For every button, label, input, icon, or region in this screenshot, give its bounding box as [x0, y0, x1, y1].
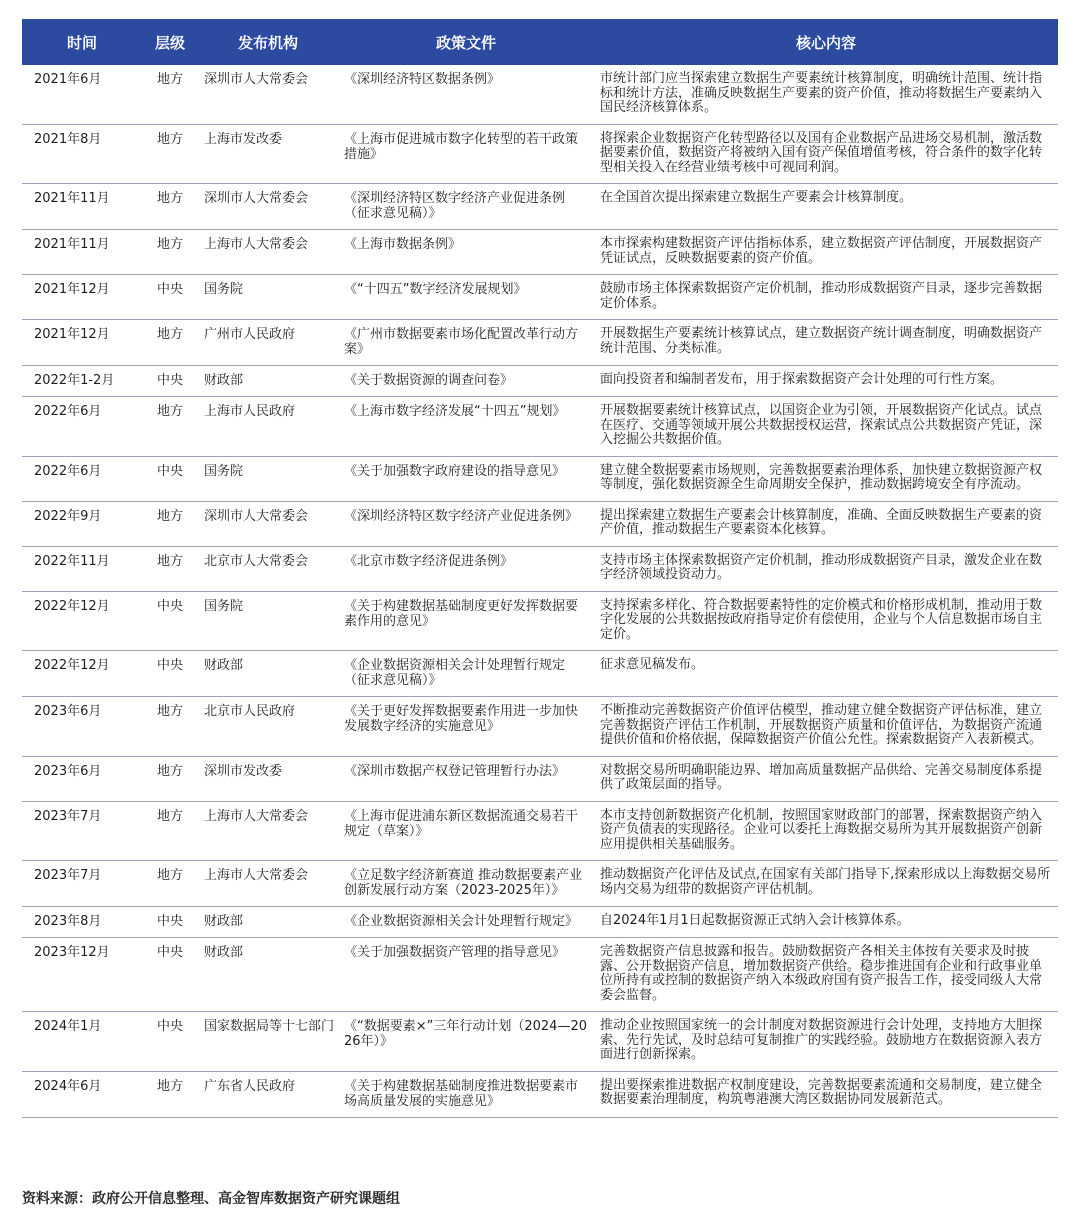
cell-org: 深圳市发改委: [198, 756, 338, 801]
cell-content: 鼓励市场主体探索数据资产定价机制，推动形成数据资产目录，逐步完善数据定价体系。: [594, 275, 1058, 320]
cell-time: 2023年12月: [22, 938, 142, 1012]
cell-org: 广州市人民政府: [198, 320, 338, 366]
cell-content: 对数据交易所明确职能边界、增加高质量数据产品供给、完善交易制度体系提供了政策层面的指导。: [594, 756, 1058, 801]
cell-doc: 《上海市促进城市数字化转型的若干政策措施》: [338, 124, 594, 184]
cell-time: 2022年11月: [22, 546, 142, 591]
cell-doc: 《广州市数据要素市场化配置改革行动方案》: [338, 320, 594, 366]
cell-level: 地方: [142, 65, 198, 124]
table-row: [22, 124, 1058, 184]
cell-content: 将探索企业数据资产化转型路径以及国有企业数据产品进场交易机制，激活数据要素价值，数据资产将被纳入国有资产保值增值考核，符合条件的数字化转型相关投入在经营业绩考核中可视同利润。: [594, 124, 1058, 184]
cell-doc: 《上海市数据条例》: [338, 230, 594, 275]
table-row: [22, 938, 1058, 1012]
cell-doc: 《关于构建数据基础制度更好发挥数据要素作用的意见》: [338, 591, 594, 651]
cell-level: 地方: [142, 320, 198, 366]
cell-level: 中央: [142, 938, 198, 1012]
table-row: [22, 501, 1058, 546]
cell-content: 开展数据生产要素统计核算试点，建立数据资产统计调查制度，明确数据资产统计范围、分类标准。: [594, 320, 1058, 366]
table-row: [22, 275, 1058, 320]
cell-org: 北京市人大常委会: [198, 546, 338, 591]
cell-doc: 《关于更好发挥数据要素作用进一步加快发展数字经济的实施意见》: [338, 697, 594, 757]
cell-time: 2023年6月: [22, 756, 142, 801]
policy-table-container: [22, 19, 1058, 1118]
cell-level: 中央: [142, 456, 198, 501]
cell-content: 建立健全数据要素市场规则，完善数据要素治理体系，加快建立数据资源产权等制度，强化数据资源全生命周期安全保护，推动数据跨境安全有序流动。: [594, 456, 1058, 501]
cell-level: 地方: [142, 184, 198, 230]
cell-doc: 《关于加强数字政府建设的指导意见》: [338, 456, 594, 501]
cell-content: 不断推动完善数据资产价值评估模型，推动建立健全数据资产评估标准，建立完善数据资产评估工作机制，开展数据资产质量和价值评估，为数据资产流通提供价值和价格依据，保障数据资产价值公允性。探索数据资产入表新模式。: [594, 697, 1058, 757]
cell-time: 2021年12月: [22, 320, 142, 366]
cell-doc: 《上海市促进浦东新区数据流通交易若干规定（草案）》: [338, 801, 594, 861]
cell-level: 地方: [142, 230, 198, 275]
cell-content: 自2024年1月1日起数据资源正式纳入会计核算体系。: [594, 907, 1058, 938]
table-body: [22, 65, 1058, 1117]
cell-doc: 《“十四五”数字经济发展规划》: [338, 275, 594, 320]
cell-level: 地方: [142, 756, 198, 801]
cell-doc: 《企业数据资源相关会计处理暂行规定（征求意见稿）》: [338, 651, 594, 697]
header-time: 时间: [22, 19, 142, 65]
cell-org: 广东省人民政府: [198, 1071, 338, 1117]
cell-time: 2023年7月: [22, 861, 142, 907]
source-note: 资料来源：政府公开信息整理、高金智库数据资产研究课题组: [22, 1191, 400, 1207]
cell-time: 2021年12月: [22, 275, 142, 320]
table-row: [22, 697, 1058, 757]
header-content: 核心内容: [594, 19, 1058, 65]
cell-level: 地方: [142, 1071, 198, 1117]
cell-org: 国家数据局等十七部门: [198, 1012, 338, 1072]
cell-level: 地方: [142, 697, 198, 757]
header-doc: 政策文件: [338, 19, 594, 65]
table-row: [22, 801, 1058, 861]
cell-org: 深圳市人大常委会: [198, 184, 338, 230]
policy-table: [22, 19, 1058, 1118]
cell-level: 中央: [142, 651, 198, 697]
table-row: [22, 861, 1058, 907]
cell-content: 本市支持创新数据资产化机制，按照国家财政部门的部署，探索数据资产纳入资产负债表的实现路径。企业可以委托上海数据交易所为其开展数据资产创新应用提供相关基础服务。: [594, 801, 1058, 861]
cell-content: 提出要探索推进数据产权制度建设，完善数据要素流通和交易制度，建立健全数据要素治理制度，构筑粤港澳大湾区数据协同发展新范式。: [594, 1071, 1058, 1117]
table-row: [22, 397, 1058, 457]
cell-org: 财政部: [198, 907, 338, 938]
cell-content: 推动数据资产化评估及试点,在国家有关部门指导下,探索形成以上海数据交易所场内交易为纽带的数据资产评估机制。: [594, 861, 1058, 907]
cell-time: 2022年9月: [22, 501, 142, 546]
cell-level: 地方: [142, 801, 198, 861]
cell-doc: 《关于加强数据资产管理的指导意见》: [338, 938, 594, 1012]
cell-org: 上海市人民政府: [198, 397, 338, 457]
cell-level: 地方: [142, 546, 198, 591]
cell-org: 北京市人民政府: [198, 697, 338, 757]
cell-org: 深圳市人大常委会: [198, 501, 338, 546]
cell-org: 上海市人大常委会: [198, 801, 338, 861]
cell-level: 中央: [142, 275, 198, 320]
table-row: [22, 320, 1058, 366]
cell-org: 国务院: [198, 591, 338, 651]
cell-org: 财政部: [198, 366, 338, 397]
cell-time: 2021年8月: [22, 124, 142, 184]
cell-org: 上海市人大常委会: [198, 861, 338, 907]
table-row: [22, 230, 1058, 275]
table-row: [22, 591, 1058, 651]
cell-time: 2022年6月: [22, 397, 142, 457]
cell-content: 本市探索构建数据资产评估指标体系，建立数据资产评估制度，开展数据资产凭证试点，反映数据要素的资产价值。: [594, 230, 1058, 275]
cell-doc: 《企业数据资源相关会计处理暂行规定》: [338, 907, 594, 938]
cell-org: 国务院: [198, 456, 338, 501]
cell-doc: 《深圳经济特区数字经济产业促进条例（征求意见稿）》: [338, 184, 594, 230]
cell-doc: 《北京市数字经济促进条例》: [338, 546, 594, 591]
cell-doc: 《关于构建数据基础制度推进数据要素市场高质量发展的实施意见》: [338, 1071, 594, 1117]
cell-level: 中央: [142, 366, 198, 397]
cell-doc: 《深圳市数据产权登记管理暂行办法》: [338, 756, 594, 801]
cell-doc: 《关于数据资源的调查问卷》: [338, 366, 594, 397]
cell-org: 上海市人大常委会: [198, 230, 338, 275]
cell-time: 2021年11月: [22, 230, 142, 275]
cell-content: 提出探索建立数据生产要素会计核算制度，准确、全面反映数据生产要素的资产价值，推动数据生产要素资本化核算。: [594, 501, 1058, 546]
cell-org: 上海市发改委: [198, 124, 338, 184]
table-row: [22, 366, 1058, 397]
table-row: [22, 1012, 1058, 1072]
table-row: [22, 651, 1058, 697]
table-row: [22, 184, 1058, 230]
cell-content: 面向投资者和编制者发布，用于探索数据资产会计处理的可行性方案。: [594, 366, 1058, 397]
cell-content: 市统计部门应当探索建立数据生产要素统计核算制度，明确统计范围、统计指标和统计方法，准确反映数据生产要素的资产价值，推动将数据生产要素纳入国民经济核算体系。: [594, 65, 1058, 124]
table-row: [22, 546, 1058, 591]
cell-doc: 《深圳经济特区数据条例》: [338, 65, 594, 124]
cell-level: 中央: [142, 1012, 198, 1072]
table-row: [22, 65, 1058, 124]
table-row: [22, 756, 1058, 801]
cell-level: 中央: [142, 591, 198, 651]
cell-time: 2024年1月: [22, 1012, 142, 1072]
cell-content: 支持探索多样化、符合数据要素特性的定价模式和价格形成机制，推动用于数字化发展的公共数据按政府指导定价有偿使用，企业与个人信息数据市场自主定价。: [594, 591, 1058, 651]
cell-content: 征求意见稿发布。: [594, 651, 1058, 697]
cell-content: 开展数据要素统计核算试点，以国资企业为引领，开展数据资产化试点。试点在医疗、交通等领域开展公共数据授权运营，探索试点公共数据资产凭证，深入挖掘公共数据价值。: [594, 397, 1058, 457]
cell-time: 2022年12月: [22, 651, 142, 697]
cell-time: 2023年8月: [22, 907, 142, 938]
cell-org: 财政部: [198, 938, 338, 1012]
cell-level: 地方: [142, 861, 198, 907]
cell-content: 完善数据资产信息披露和报告。鼓励数据资产各相关主体按有关要求及时披露、公开数据资产信息，增加数据资产供给。稳步推进国有企业和行政事业单位所持有或控制的数据资产纳入本级政府国有资产报告工作，接受同级人大常委会监督。: [594, 938, 1058, 1012]
table-row: [22, 907, 1058, 938]
cell-content: 在全国首次提出探索建立数据生产要素会计核算制度。: [594, 184, 1058, 230]
cell-doc: 《立足数字经济新赛道 推动数据要素产业创新发展行动方案（2023-2025年）》: [338, 861, 594, 907]
cell-time: 2023年7月: [22, 801, 142, 861]
cell-level: 地方: [142, 397, 198, 457]
cell-org: 深圳市人大常委会: [198, 65, 338, 124]
cell-time: 2022年12月: [22, 591, 142, 651]
cell-content: 支持市场主体探索数据资产定价机制，推动形成数据资产目录，激发企业在数字经济领域投资动力。: [594, 546, 1058, 591]
cell-time: 2021年11月: [22, 184, 142, 230]
cell-org: 国务院: [198, 275, 338, 320]
cell-level: 地方: [142, 501, 198, 546]
header-level: 层级: [142, 19, 198, 65]
cell-time: 2023年6月: [22, 697, 142, 757]
table-row: [22, 456, 1058, 501]
cell-doc: 《上海市数字经济发展“十四五”规划》: [338, 397, 594, 457]
header-org: 发布机构: [198, 19, 338, 65]
cell-org: 财政部: [198, 651, 338, 697]
cell-time: 2024年6月: [22, 1071, 142, 1117]
cell-time: 2022年1-2月: [22, 366, 142, 397]
cell-doc: 《深圳经济特区数字经济产业促进条例》: [338, 501, 594, 546]
cell-time: 2022年6月: [22, 456, 142, 501]
cell-level: 地方: [142, 124, 198, 184]
cell-doc: 《“数据要素×”三年行动计划（2024—2026年）》: [338, 1012, 594, 1072]
cell-content: 推动企业按照国家统一的会计制度对数据资源进行会计处理，支持地方大胆探索、先行先试，及时总结可复制推广的实践经验。鼓励地方在数据资源入表方面进行创新探索。: [594, 1012, 1058, 1072]
cell-time: 2021年6月: [22, 65, 142, 124]
cell-level: 中央: [142, 907, 198, 938]
table-header: [22, 19, 1058, 65]
table-row: [22, 1071, 1058, 1117]
